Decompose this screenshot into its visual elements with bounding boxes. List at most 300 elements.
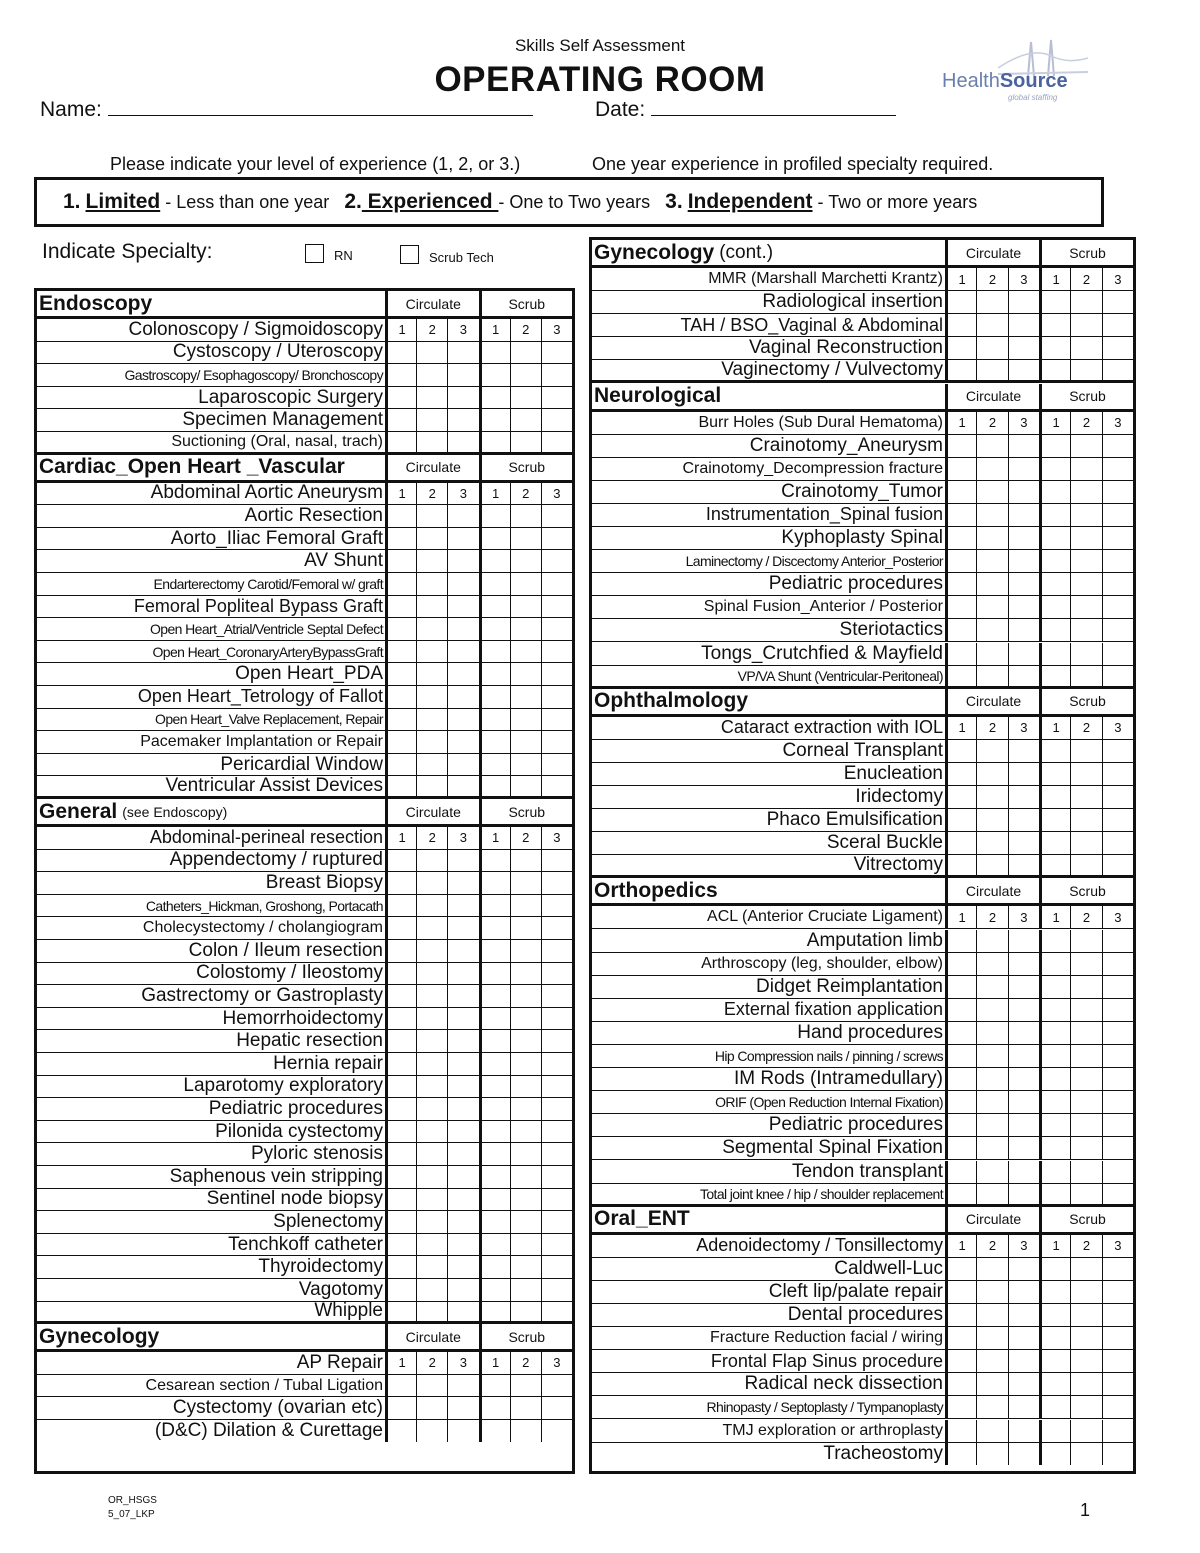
circulate-level-1-cell[interactable]: [385, 528, 416, 550]
circulate-level-2-cell[interactable]: [416, 1302, 447, 1322]
circulate-level-1-cell[interactable]: [385, 754, 416, 776]
circulate-level-1-cell[interactable]: [945, 360, 976, 380]
scrub-level-1-cell[interactable]: [1039, 1304, 1070, 1326]
circulate-level-1-cell[interactable]: [385, 432, 416, 452]
circulate-level-1-cell[interactable]: [945, 740, 976, 762]
scrub-level-1-cell[interactable]: [479, 550, 510, 572]
circulate-level-2-cell[interactable]: [416, 709, 447, 731]
scrub-level-3-cell[interactable]: [1102, 953, 1133, 975]
circulate-level-1-cell[interactable]: [945, 527, 976, 549]
circulate-level-1-cell[interactable]: [945, 550, 976, 572]
scrub-level-3-cell[interactable]: [541, 1166, 572, 1188]
scrub-level-2-cell[interactable]: 2: [1070, 412, 1101, 434]
circulate-level-3-cell[interactable]: [1008, 976, 1039, 998]
scrub-level-3-cell[interactable]: [541, 731, 572, 753]
circulate-level-2-cell[interactable]: [976, 1304, 1007, 1326]
circulate-level-2-cell[interactable]: [976, 930, 1007, 952]
circulate-level-1-cell[interactable]: [385, 1121, 416, 1143]
scrub-level-2-cell[interactable]: [1070, 1304, 1101, 1326]
circulate-level-1-cell[interactable]: 1: [385, 1352, 416, 1374]
circulate-level-3-cell[interactable]: [447, 1211, 478, 1233]
circulate-level-1-cell[interactable]: [385, 985, 416, 1007]
circulate-level-3-cell[interactable]: [1008, 1396, 1039, 1418]
scrub-level-2-cell[interactable]: [1070, 1327, 1101, 1349]
circulate-level-3-cell[interactable]: [447, 1053, 478, 1075]
scrub-level-1-cell[interactable]: [1039, 360, 1070, 380]
scrub-level-2-cell[interactable]: [510, 1098, 541, 1120]
circulate-level-2-cell[interactable]: [976, 1022, 1007, 1044]
scrub-level-2-cell[interactable]: [510, 686, 541, 708]
scrub-level-2-cell[interactable]: [510, 895, 541, 917]
scrub-level-1-cell[interactable]: [1039, 504, 1070, 526]
circulate-level-3-cell[interactable]: [1008, 435, 1039, 457]
scrub-level-3-cell[interactable]: [541, 641, 572, 663]
scrub-level-2-cell[interactable]: [510, 1053, 541, 1075]
circulate-level-3-cell[interactable]: [1008, 1420, 1039, 1442]
scrub-level-1-cell[interactable]: [1039, 1373, 1070, 1395]
circulate-level-1-cell[interactable]: [945, 1068, 976, 1090]
circulate-level-1-cell[interactable]: [945, 763, 976, 785]
scrub-level-1-cell[interactable]: [479, 776, 510, 796]
scrub-level-1-cell[interactable]: [479, 409, 510, 431]
scrub-level-1-cell[interactable]: [1039, 1396, 1070, 1418]
scrub-level-3-cell[interactable]: [1102, 976, 1133, 998]
circulate-level-2-cell[interactable]: [416, 1143, 447, 1165]
scrub-level-1-cell[interactable]: [479, 963, 510, 985]
circulate-level-1-cell[interactable]: [385, 641, 416, 663]
scrub-level-3-cell[interactable]: [541, 1211, 572, 1233]
circulate-level-1-cell[interactable]: [945, 337, 976, 359]
circulate-level-3-cell[interactable]: [1008, 1091, 1039, 1113]
scrub-level-1-cell[interactable]: [479, 985, 510, 1007]
circulate-level-2-cell[interactable]: [976, 1045, 1007, 1067]
scrub-level-3-cell[interactable]: [541, 686, 572, 708]
circulate-level-2-cell[interactable]: [416, 850, 447, 872]
scrub-level-1-cell[interactable]: [1039, 976, 1070, 998]
circulate-level-2-cell[interactable]: [416, 1256, 447, 1278]
scrub-level-2-cell[interactable]: [1070, 360, 1101, 380]
scrub-level-3-cell[interactable]: [541, 618, 572, 640]
circulate-level-2-cell[interactable]: [976, 314, 1007, 336]
rn-checkbox[interactable]: [305, 244, 324, 263]
scrub-level-3-cell[interactable]: [1102, 1068, 1133, 1090]
circulate-level-2-cell[interactable]: [416, 1234, 447, 1256]
scrub-level-1-cell[interactable]: [479, 528, 510, 550]
scrub-level-3-cell[interactable]: 3: [1102, 717, 1133, 739]
scrub-level-3-cell[interactable]: [1102, 832, 1133, 854]
circulate-level-3-cell[interactable]: [447, 1008, 478, 1030]
circulate-level-2-cell[interactable]: [416, 432, 447, 452]
scrub-level-3-cell[interactable]: [541, 550, 572, 572]
circulate-level-2-cell[interactable]: [416, 872, 447, 894]
scrub-level-2-cell[interactable]: [510, 505, 541, 527]
scrub-level-3-cell[interactable]: [541, 432, 572, 452]
scrub-level-2-cell[interactable]: [1070, 573, 1101, 595]
circulate-level-2-cell[interactable]: 2: [416, 827, 447, 849]
scrub-level-3-cell[interactable]: [541, 985, 572, 1007]
circulate-level-1-cell[interactable]: [945, 1396, 976, 1418]
scrub-level-1-cell[interactable]: [1039, 481, 1070, 503]
circulate-level-3-cell[interactable]: 3: [1008, 717, 1039, 739]
circulate-level-2-cell[interactable]: [976, 1281, 1007, 1303]
scrub-level-3-cell[interactable]: [541, 1098, 572, 1120]
circulate-level-3-cell[interactable]: [1008, 573, 1039, 595]
scrub-level-2-cell[interactable]: [1070, 291, 1101, 313]
scrub-level-3-cell[interactable]: [1102, 1258, 1133, 1280]
scrub-level-3-cell[interactable]: [1102, 740, 1133, 762]
scrub-level-2-cell[interactable]: [510, 709, 541, 731]
scrub-level-2-cell[interactable]: [1070, 1161, 1101, 1183]
scrub-level-2-cell[interactable]: [1070, 1281, 1101, 1303]
circulate-level-2-cell[interactable]: [976, 643, 1007, 665]
scrub-level-1-cell[interactable]: 1: [1039, 412, 1070, 434]
circulate-level-1-cell[interactable]: [385, 776, 416, 796]
circulate-level-2-cell[interactable]: [976, 1091, 1007, 1113]
scrub-level-2-cell[interactable]: [510, 1375, 541, 1397]
circulate-level-2-cell[interactable]: [416, 1121, 447, 1143]
scrub-level-3-cell[interactable]: 3: [1102, 906, 1133, 928]
circulate-level-2-cell[interactable]: [416, 1397, 447, 1419]
scrub-level-1-cell[interactable]: [1039, 1184, 1070, 1204]
scrub-level-3-cell[interactable]: [541, 663, 572, 685]
circulate-level-2-cell[interactable]: [976, 953, 1007, 975]
circulate-level-3-cell[interactable]: [447, 432, 478, 452]
scrub-level-3-cell[interactable]: [1102, 1091, 1133, 1113]
scrub-level-2-cell[interactable]: [510, 872, 541, 894]
circulate-level-3-cell[interactable]: [447, 686, 478, 708]
scrub-level-3-cell[interactable]: [541, 387, 572, 409]
circulate-level-2-cell[interactable]: [416, 1030, 447, 1052]
scrub-level-3-cell[interactable]: [1102, 855, 1133, 875]
circulate-level-2-cell[interactable]: [976, 855, 1007, 875]
scrub-level-1-cell[interactable]: [479, 1234, 510, 1256]
scrub-level-2-cell[interactable]: [510, 596, 541, 618]
circulate-level-1-cell[interactable]: [385, 1166, 416, 1188]
scrub-level-1-cell[interactable]: 1: [479, 827, 510, 849]
circulate-level-2-cell[interactable]: [976, 740, 1007, 762]
circulate-level-2-cell[interactable]: [416, 1189, 447, 1211]
scrub-level-1-cell[interactable]: [479, 1420, 510, 1442]
circulate-level-1-cell[interactable]: [385, 963, 416, 985]
circulate-level-2-cell[interactable]: 2: [416, 319, 447, 341]
scrub-level-3-cell[interactable]: [1102, 458, 1133, 480]
scrub-level-1-cell[interactable]: [479, 663, 510, 685]
circulate-level-1-cell[interactable]: [945, 1137, 976, 1159]
circulate-level-3-cell[interactable]: [1008, 360, 1039, 380]
scrub-level-2-cell[interactable]: [1070, 550, 1101, 572]
circulate-level-1-cell[interactable]: [945, 573, 976, 595]
scrub-level-2-cell[interactable]: [510, 731, 541, 753]
circulate-level-1-cell[interactable]: [385, 1076, 416, 1098]
scrub-level-2-cell[interactable]: [510, 663, 541, 685]
circulate-level-1-cell[interactable]: [385, 364, 416, 386]
scrub-level-3-cell[interactable]: 3: [1102, 412, 1133, 434]
scrub-level-3-cell[interactable]: [1102, 1443, 1133, 1465]
scrub-level-2-cell[interactable]: [510, 1008, 541, 1030]
scrub-level-1-cell[interactable]: [479, 686, 510, 708]
circulate-level-1-cell[interactable]: [385, 596, 416, 618]
circulate-level-3-cell[interactable]: [1008, 314, 1039, 336]
scrub-level-1-cell[interactable]: [1039, 1022, 1070, 1044]
scrub-level-1-cell[interactable]: [479, 1397, 510, 1419]
circulate-level-1-cell[interactable]: [385, 1420, 416, 1442]
scrub-level-2-cell[interactable]: [510, 342, 541, 364]
circulate-level-3-cell[interactable]: [1008, 291, 1039, 313]
scrub-level-1-cell[interactable]: [1039, 458, 1070, 480]
scrub-level-3-cell[interactable]: [541, 1375, 572, 1397]
circulate-level-3-cell[interactable]: [1008, 458, 1039, 480]
scrub-level-1-cell[interactable]: [479, 872, 510, 894]
scrub-level-1-cell[interactable]: [1039, 1327, 1070, 1349]
circulate-level-2-cell[interactable]: [416, 596, 447, 618]
scrub-level-3-cell[interactable]: [1102, 763, 1133, 785]
scrub-level-1-cell[interactable]: [479, 1211, 510, 1233]
circulate-level-2-cell[interactable]: [976, 481, 1007, 503]
scrub-level-1-cell[interactable]: [1039, 953, 1070, 975]
circulate-level-1-cell[interactable]: [945, 999, 976, 1021]
circulate-level-3-cell[interactable]: [447, 641, 478, 663]
circulate-level-1-cell[interactable]: [945, 504, 976, 526]
circulate-level-2-cell[interactable]: [976, 1327, 1007, 1349]
circulate-level-1-cell[interactable]: [385, 1053, 416, 1075]
circulate-level-1-cell[interactable]: [385, 1234, 416, 1256]
scrub-level-2-cell[interactable]: [510, 754, 541, 776]
scrub-level-3-cell[interactable]: [541, 850, 572, 872]
scrub-level-1-cell[interactable]: 1: [479, 319, 510, 341]
circulate-level-1-cell[interactable]: [945, 619, 976, 641]
circulate-level-1-cell[interactable]: [385, 1375, 416, 1397]
scrub-level-1-cell[interactable]: [1039, 1068, 1070, 1090]
scrub-level-2-cell[interactable]: [510, 364, 541, 386]
circulate-level-1-cell[interactable]: [385, 940, 416, 962]
circulate-level-3-cell[interactable]: [447, 963, 478, 985]
circulate-level-3-cell[interactable]: [1008, 1443, 1039, 1465]
scrub-level-3-cell[interactable]: [541, 1030, 572, 1052]
circulate-level-3-cell[interactable]: [447, 1397, 478, 1419]
circulate-level-2-cell[interactable]: [976, 596, 1007, 618]
circulate-level-2-cell[interactable]: [976, 550, 1007, 572]
circulate-level-1-cell[interactable]: [945, 1304, 976, 1326]
scrub-level-2-cell[interactable]: [1070, 1091, 1101, 1113]
circulate-level-1-cell[interactable]: [945, 855, 976, 875]
circulate-level-3-cell[interactable]: [1008, 596, 1039, 618]
circulate-level-1-cell[interactable]: [945, 1184, 976, 1204]
circulate-level-3-cell[interactable]: [447, 1234, 478, 1256]
circulate-level-3-cell[interactable]: 3: [447, 827, 478, 849]
circulate-level-2-cell[interactable]: [416, 1166, 447, 1188]
scrub-level-2-cell[interactable]: [510, 985, 541, 1007]
circulate-level-2-cell[interactable]: [416, 573, 447, 595]
circulate-level-3-cell[interactable]: [1008, 953, 1039, 975]
scrub-level-1-cell[interactable]: [1039, 1420, 1070, 1442]
circulate-level-2-cell[interactable]: [416, 686, 447, 708]
circulate-level-1-cell[interactable]: [945, 1091, 976, 1113]
circulate-level-2-cell[interactable]: [416, 528, 447, 550]
scrub-level-2-cell[interactable]: [510, 1143, 541, 1165]
scrub-level-1-cell[interactable]: [479, 342, 510, 364]
circulate-level-2-cell[interactable]: [416, 342, 447, 364]
scrub-level-2-cell[interactable]: [1070, 666, 1101, 686]
scrub-level-2-cell[interactable]: [1070, 481, 1101, 503]
circulate-level-1-cell[interactable]: [385, 1143, 416, 1165]
circulate-level-3-cell[interactable]: [447, 528, 478, 550]
circulate-level-2-cell[interactable]: [976, 1184, 1007, 1204]
circulate-level-2-cell[interactable]: [976, 1443, 1007, 1465]
scrub-level-3-cell[interactable]: [1102, 1022, 1133, 1044]
scrub-level-3-cell[interactable]: [1102, 291, 1133, 313]
circulate-level-1-cell[interactable]: 1: [385, 319, 416, 341]
scrub-level-1-cell[interactable]: [1039, 596, 1070, 618]
circulate-level-1-cell[interactable]: [385, 1008, 416, 1030]
scrub-level-2-cell[interactable]: [1070, 314, 1101, 336]
circulate-level-3-cell[interactable]: 3: [1008, 268, 1039, 290]
scrub-level-2-cell[interactable]: [510, 1121, 541, 1143]
scrub-level-1-cell[interactable]: [479, 731, 510, 753]
scrub-level-2-cell[interactable]: [1070, 1350, 1101, 1372]
scrub-level-1-cell[interactable]: [479, 1008, 510, 1030]
scrub-level-3-cell[interactable]: [1102, 527, 1133, 549]
scrub-level-2-cell[interactable]: [510, 618, 541, 640]
circulate-level-1-cell[interactable]: [385, 1302, 416, 1322]
circulate-level-2-cell[interactable]: [976, 809, 1007, 831]
scrub-level-3-cell[interactable]: [541, 1189, 572, 1211]
scrub-level-2-cell[interactable]: [510, 776, 541, 796]
circulate-level-1-cell[interactable]: 1: [385, 827, 416, 849]
scrub-level-2-cell[interactable]: [1070, 527, 1101, 549]
scrub-level-1-cell[interactable]: [479, 1166, 510, 1188]
scrub-level-1-cell[interactable]: [1039, 1091, 1070, 1113]
circulate-level-1-cell[interactable]: [385, 1279, 416, 1301]
scrub-level-1-cell[interactable]: [479, 940, 510, 962]
scrub-level-2-cell[interactable]: [1070, 1137, 1101, 1159]
scrub-level-1-cell[interactable]: [1039, 527, 1070, 549]
circulate-level-1-cell[interactable]: [385, 663, 416, 685]
scrub-level-1-cell[interactable]: 1: [479, 1352, 510, 1374]
scrub-level-3-cell[interactable]: [541, 364, 572, 386]
scrub-level-1-cell[interactable]: [479, 432, 510, 452]
circulate-level-2-cell[interactable]: 2: [416, 1352, 447, 1374]
scrub-level-1-cell[interactable]: [1039, 1281, 1070, 1303]
scrub-level-1-cell[interactable]: [1039, 1443, 1070, 1465]
scrub-level-3-cell[interactable]: [541, 963, 572, 985]
circulate-level-3-cell[interactable]: [447, 1279, 478, 1301]
circulate-level-3-cell[interactable]: [1008, 550, 1039, 572]
circulate-level-2-cell[interactable]: [976, 458, 1007, 480]
circulate-level-3-cell[interactable]: [1008, 1350, 1039, 1372]
scrub-level-3-cell[interactable]: 3: [541, 319, 572, 341]
circulate-level-3-cell[interactable]: 3: [447, 1352, 478, 1374]
circulate-level-1-cell[interactable]: [385, 618, 416, 640]
circulate-level-2-cell[interactable]: [416, 1211, 447, 1233]
scrub-level-3-cell[interactable]: [541, 596, 572, 618]
circulate-level-1-cell[interactable]: [945, 953, 976, 975]
scrub-level-1-cell[interactable]: [479, 850, 510, 872]
scrub-level-2-cell[interactable]: 2: [1070, 1235, 1101, 1257]
scrub-level-1-cell[interactable]: [479, 1302, 510, 1322]
scrub-level-1-cell[interactable]: [1039, 1350, 1070, 1372]
circulate-level-3-cell[interactable]: [447, 985, 478, 1007]
circulate-level-1-cell[interactable]: [385, 731, 416, 753]
circulate-level-3-cell[interactable]: [447, 1121, 478, 1143]
circulate-level-1-cell[interactable]: [945, 1350, 976, 1372]
circulate-level-1-cell[interactable]: [385, 917, 416, 939]
circulate-level-2-cell[interactable]: [416, 1098, 447, 1120]
scrub-level-1-cell[interactable]: [479, 1053, 510, 1075]
scrub-level-2-cell[interactable]: [1070, 1258, 1101, 1280]
circulate-level-3-cell[interactable]: [447, 1375, 478, 1397]
scrub-level-3-cell[interactable]: [541, 342, 572, 364]
circulate-level-1-cell[interactable]: 1: [945, 1235, 976, 1257]
circulate-level-2-cell[interactable]: [976, 666, 1007, 686]
date-field[interactable]: [595, 97, 896, 122]
circulate-level-1-cell[interactable]: 1: [385, 483, 416, 505]
circulate-level-3-cell[interactable]: [1008, 527, 1039, 549]
circulate-level-3-cell[interactable]: [1008, 786, 1039, 808]
scrub-level-2-cell[interactable]: [1070, 999, 1101, 1021]
scrub-level-3-cell[interactable]: [541, 1008, 572, 1030]
scrub-level-2-cell[interactable]: [1070, 1022, 1101, 1044]
scrub-level-3-cell[interactable]: [541, 1234, 572, 1256]
circulate-level-1-cell[interactable]: [385, 1397, 416, 1419]
scrub-level-2-cell[interactable]: [510, 1234, 541, 1256]
scrub-level-2-cell[interactable]: [1070, 504, 1101, 526]
circulate-level-2-cell[interactable]: [976, 619, 1007, 641]
scrub-level-3-cell[interactable]: [1102, 481, 1133, 503]
scrub-level-2-cell[interactable]: 2: [1070, 906, 1101, 928]
scrub-level-2-cell[interactable]: [1070, 1396, 1101, 1418]
circulate-level-3-cell[interactable]: [1008, 337, 1039, 359]
scrub-level-1-cell[interactable]: [479, 1098, 510, 1120]
scrub-level-3-cell[interactable]: [1102, 1396, 1133, 1418]
circulate-level-1-cell[interactable]: [945, 976, 976, 998]
scrub-level-3-cell[interactable]: [1102, 666, 1133, 686]
circulate-level-2-cell[interactable]: [416, 387, 447, 409]
circulate-level-2-cell[interactable]: [416, 663, 447, 685]
circulate-level-3-cell[interactable]: [447, 364, 478, 386]
scrub-level-3-cell[interactable]: [541, 917, 572, 939]
circulate-level-3-cell[interactable]: [1008, 1327, 1039, 1349]
scrub-level-1-cell[interactable]: [1039, 435, 1070, 457]
circulate-level-1-cell[interactable]: [945, 1114, 976, 1136]
scrub-level-3-cell[interactable]: [541, 528, 572, 550]
circulate-level-3-cell[interactable]: [447, 1030, 478, 1052]
circulate-level-2-cell[interactable]: [976, 504, 1007, 526]
scrub-level-3-cell[interactable]: 3: [541, 827, 572, 849]
scrub-level-3-cell[interactable]: [541, 1143, 572, 1165]
circulate-level-1-cell[interactable]: [385, 1098, 416, 1120]
scrub-level-2-cell[interactable]: [1070, 643, 1101, 665]
scrub-level-2-cell[interactable]: [1070, 832, 1101, 854]
scrub-level-1-cell[interactable]: [479, 1279, 510, 1301]
circulate-level-1-cell[interactable]: 1: [945, 412, 976, 434]
scrub-level-2-cell[interactable]: [1070, 1373, 1101, 1395]
scrub-level-1-cell[interactable]: [1039, 337, 1070, 359]
scrub-level-3-cell[interactable]: [541, 1302, 572, 1322]
scrub-level-2-cell[interactable]: [510, 573, 541, 595]
scrub-level-2-cell[interactable]: [1070, 740, 1101, 762]
scrub-level-2-cell[interactable]: [510, 641, 541, 663]
scrub-level-2-cell[interactable]: [1070, 1420, 1101, 1442]
circulate-level-3-cell[interactable]: [447, 505, 478, 527]
circulate-level-2-cell[interactable]: [976, 573, 1007, 595]
circulate-level-1-cell[interactable]: [945, 1443, 976, 1465]
scrub-level-1-cell[interactable]: [1039, 1114, 1070, 1136]
scrub-level-3-cell[interactable]: [1102, 1137, 1133, 1159]
scrub-level-1-cell[interactable]: [1039, 1045, 1070, 1067]
scrub-level-3-cell[interactable]: [541, 872, 572, 894]
scrub-level-1-cell[interactable]: [1039, 550, 1070, 572]
scrub-level-2-cell[interactable]: [510, 1279, 541, 1301]
